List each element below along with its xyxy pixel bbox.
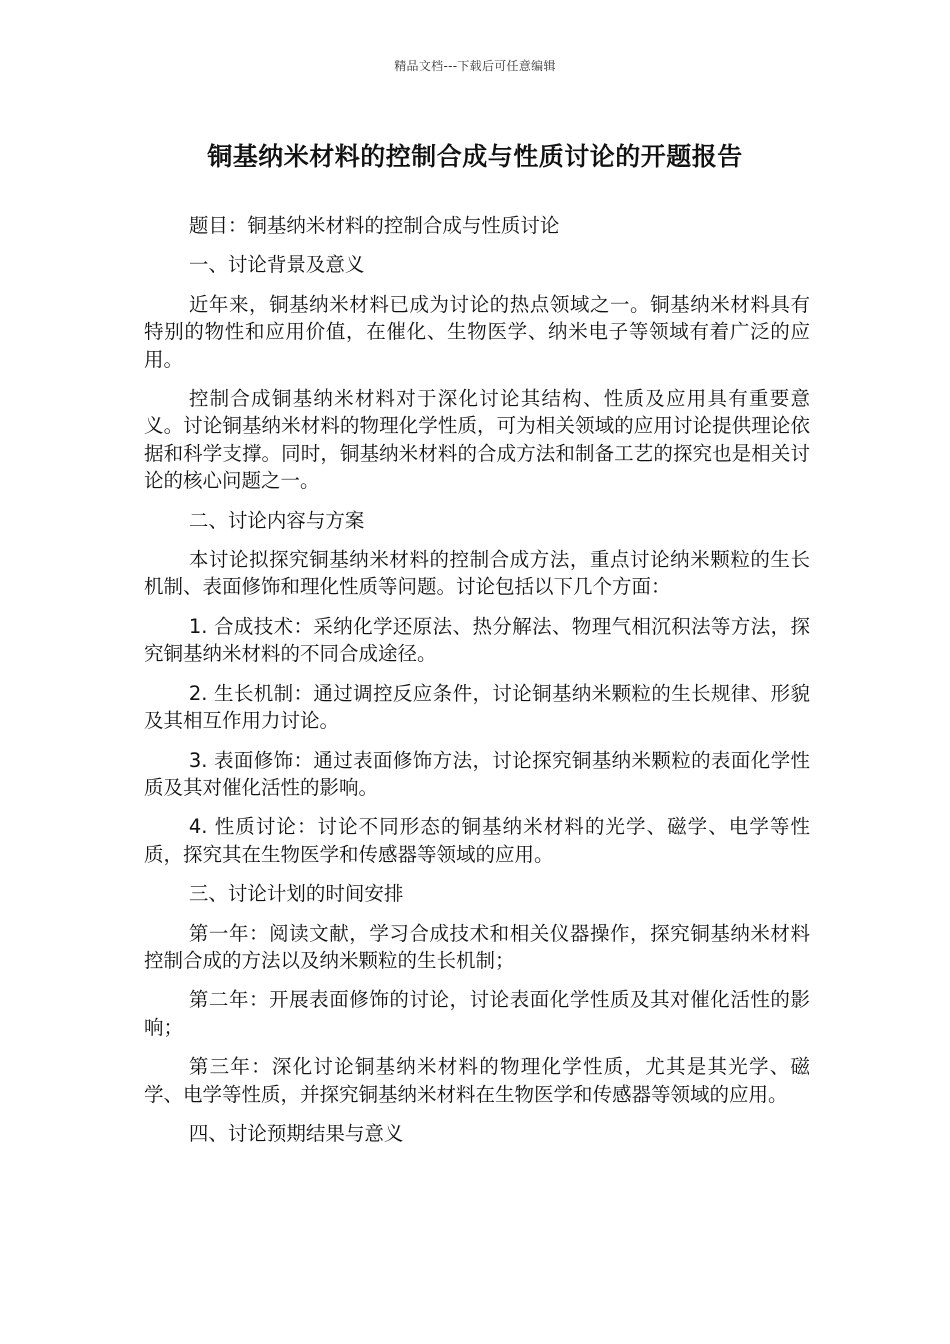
- section-heading-content: 二、讨论内容与方案: [188, 508, 365, 532]
- section-heading-background: 一、讨论背景及意义: [188, 253, 365, 277]
- schedule-item: 第二年：开展表面修饰的讨论，讨论表面化学性质及其对催化活性的影响；: [144, 988, 810, 1039]
- body-paragraph: 控制合成铜基纳米材料对于深化讨论其结构、性质及应用具有重要意义。讨论铜基纳米材料的物理化学性质，可为相关领域的应用讨论提供理论依据和科学支撑。同时，铜基纳米材料的合成方法和制备工艺的探究也是相关讨论的核心问题之一。: [144, 387, 810, 493]
- list-item: 3. 表面修饰：通过表面修饰方法，讨论探究铜基纳米颗粒的表面化学性质及其对催化活性的影响。: [144, 748, 810, 799]
- list-item: 2. 生长机制：通过调控反应条件，讨论铜基纳米颗粒的生长规律、形貌及其相互作用力讨论。: [144, 681, 810, 733]
- list-item: 4. 性质讨论：讨论不同形态的铜基纳米材料的光学、磁学、电学等性质，探究其在生物医学和传感器等领域的应用。: [144, 815, 810, 866]
- document-body: [144, 212, 810, 1159]
- body-paragraph: 本讨论拟探究铜基纳米材料的控制合成方法，重点讨论纳米颗粒的生长机制、表面修饰和理化性质等问题。讨论包括以下几个方面：: [144, 548, 810, 599]
- body-paragraph: 近年来，铜基纳米材料已成为讨论的热点领域之一。铜基纳米材料具有特别的物性和应用价值，在催化、生物医学、纳米电子等领域有着广泛的应用。: [144, 292, 810, 371]
- topic-line: 题目：铜基纳米材料的控制合成与性质讨论: [188, 214, 560, 237]
- schedule-item: 第一年：阅读文献，学习合成技术和相关仪器操作，探究铜基纳米材料控制合成的方法以及纳米颗粒的生长机制；: [144, 921, 810, 972]
- section-heading-schedule: 三、讨论计划的时间安排: [188, 882, 404, 906]
- section-heading-expected-results: 四、讨论预期结果与意义: [188, 1121, 404, 1145]
- list-item: 1. 合成技术：采纳化学还原法、热分解法、物理气相沉积法等方法，探究铜基纳米材料的不同合成途径。: [144, 614, 810, 666]
- page-header-note: 精品文档---下载后可任意编辑: [394, 59, 556, 73]
- document-title: 铜基纳米材料的控制合成与性质讨论的开题报告: [207, 142, 743, 171]
- schedule-item: 第三年：深化讨论铜基纳米材料的物理化学性质，尤其是其光学、磁学、电学等性质，并探究铜基纳米材料在生物医学和传感器等领域的应用。: [144, 1055, 810, 1106]
